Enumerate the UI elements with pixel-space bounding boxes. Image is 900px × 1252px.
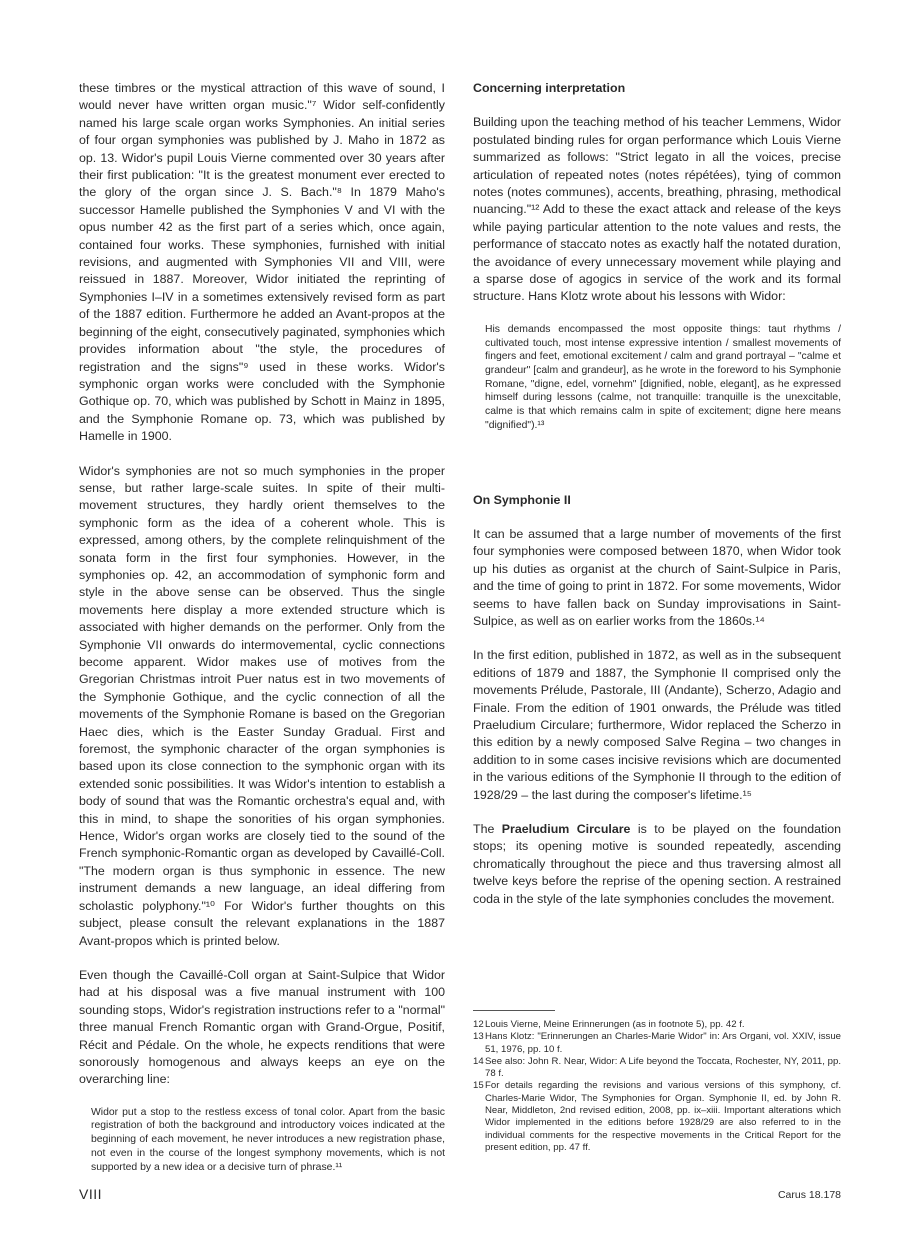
footnote <box>473 1056 841 1081</box>
footnote-text: For details regarding the revisions and various versions of this symphony, cf. Charles-Marie Widor, The Symphonies for Organ. Symphonie II, ed. by John R. Near, Middleton, 2nd revised edition, 2008, pp. ix–xiii. Important alterations which Widor implemented in the editions before 1928/29 are also referred to in the individual comments for the respective movements in the Critical Report for the present edition, pp. 47 ff. <box>485 1080 841 1153</box>
footnote-number: 15 <box>473 1080 484 1092</box>
body-paragraph <box>473 821 841 908</box>
footnote-number: 12 <box>473 1019 484 1030</box>
footnote-text: See also: John R. Near, Widor: A Life beyond the Toccata, Rochester, NY, 2011, pp. 78 f. <box>485 1055 841 1080</box>
footnote-number: 13 <box>473 1031 484 1043</box>
spacer <box>473 450 841 492</box>
footnote <box>473 1080 841 1154</box>
footnote <box>473 1031 841 1056</box>
section-heading: Concerning interpretation <box>473 81 626 95</box>
body-paragraph: Widor's symphonies are not so much symphonies in the proper sense, but rather large-scale suites. In spite of their multi-movement structures, they hardly orient themselves to the symphonic form as the idea of a coherent whole. This is expressed, among others, by the complete relinquishment of the sonata form in the first four symphonies. However, in the symphonies op. 42, an accommodation of symphonic form and style in the above sense can be observed. Thus the single movements here display a more extended structure which is associated with higher demands on the performer. Only from the Symphonie VII onwards do intermovemental, cyclic connections become apparent. Widor makes use of motives from the Gregorian Christmas introit Puer natus est in two movements of the Symphonie Gothique, and the cyclic connection of all the movements of the Symphonie Romane is based on the Gregorian Haec dies, which is the Easter Sunday Gradual. First and foremost, the symphonic character of the organ symphonies is based upon its close connection to the symphonic organ with its extended sonic possibilities. It was Widor's intention to establish a body of sound that was the Romantic orchestra's equal and, with this in mind, to shape the sonorities of his organ symphonies. Hence, Widor's organ works are closely tied to the sound of the French symphonic-Romantic organ as developed by Cavaillé-Coll. "The modern organ is thus symphonic in essence. The new instrument demands a new language, an ideal differing from scholastic polyphony."¹⁰ For Widor's further thoughts on this subject, please consult the relevant explanations in the 1887 Avant-propos which is printed below. <box>79 463 445 948</box>
right-column <box>473 80 841 925</box>
block-quote: Widor put a stop to the restless excess of tonal color. Apart from the basic registration of both the background and introductory voices indicated at the beginning of each movement, he never introduces a new registration phase, not even in the course of the longest symphony movements, which is not supported by a new idea or a decisive turn of phrase.¹¹ <box>91 1106 445 1173</box>
footnote-number: 14 <box>473 1055 484 1067</box>
catalog-number: Carus 18.178 <box>777 1189 841 1201</box>
body-paragraph: these timbres or the mystical attraction of this wave of sound, I would never have written organ music."⁷ Widor self-confidently named his large scale organ works Symphonies. An initial series of four organ symphonies was published by J. Maho in 1872 as op. 13. Widor's pupil Louis Vierne commented over 30 years after their first publication: "It is the greatest monument ever erected to the glory of the organ since J. S. Bach."⁸ In 1879 Maho's successor Hamelle published the Symphonies V and VI with the opus number 42 as the first part of a series which, once again, contained four works. These symphonies, furnished with initial revisions, and augmented with Symphonies VII and VIII, were reissued in 1887. Moreover, Widor initiated the reprinting of Symphonies I–IV in a sometimes extensively revised form as part of the 1887 edition. Furthermore he added an Avant-propos at the beginning of the eight, consecutively paginated, symphonies which provides information about "the style, the procedures of registration and the signs"⁹ used in these works. Widor's symphonic organ works were concluded with the Symphonie Gothique op. 70, which was published by Schott in Mainz in 1895, and the Symphonie Romane op. 73, which was published by Hamelle in 1900. <box>79 81 445 444</box>
page-number: VIII <box>79 1186 103 1202</box>
footnote-text: Louis Vierne, Meine Erinnerungen (as in footnote 5), pp. 42 f. <box>485 1019 745 1030</box>
body-paragraph: Building upon the teaching method of his teacher Lemmens, Widor postulated binding rules for organ performance which Louis Vierne summarized as follows: "Strict legato in all the voices, precise articulation of repeated notes (notes répétées), tying of common notes (notes communes), accents, breathing, phrasing, methodical nuancing."¹² Add to these the exact attack and release of the keys while paying particular attention to the note values and rests, the performance of staccato notes as exactly half the notated duration, the avoidance of every unnecessary movement while playing and a sparse dose of agogics in service of the work and its formal structure. Hans Klotz wrote about his lessons with Widor: <box>473 115 841 304</box>
body-paragraph: Even though the Cavaillé-Coll organ at Saint-Sulpice that Widor had at his disposal was a five manual instrument with 100 sounding stops, Widor's registration instructions refer to a "normal" three manual French Romantic organ with Grand-Orgue, Positif, Récit and Pédale. On the whole, he expects renditions that were sonorously homogenous and always keeps an eye on the overarching line: <box>79 967 445 1087</box>
text-run: The <box>473 822 502 836</box>
bold-term: Praeludium Circulare <box>501 822 631 836</box>
footnote-rule <box>473 1010 555 1011</box>
left-column <box>79 80 445 1191</box>
footnote <box>473 1019 841 1031</box>
footnotes <box>473 1019 841 1154</box>
block-quote: His demands encompassed the most opposite things: taut rhythms / cultivated touch, most intense expressive intention / smallest movements of fingers and feet, emotional excitement / calm and grand portrayal – "calme et grandeur" [calm and grandeur], as he wrote in the foreword to his Symphonie Romane, "digne, edel, vornehm" [dignified, noble, elegant], as he expressed himself during lessons (calme, not tranquille: tranquille is the unexcitable, calme is that which remains calm in spite of excitement; digne here means "dignified").¹³ <box>485 323 841 431</box>
section-heading: On Symphonie II <box>473 492 571 507</box>
text-run: is to be played on the foundation stops; its opening motive is sounded repeatedly, ascending chromatically throughout the piece and thus traversing almost all twelve keys before the reprise of the opening section. A restrained coda in the style of the late symphonies concludes the movement. <box>473 822 841 906</box>
footnote-text: Hans Klotz: "Erinnerungen an Charles-Marie Widor" in: Ars Organi, vol. XXIV, issue 51, 1976, pp. 10 f. <box>485 1031 841 1055</box>
body-paragraph: In the first edition, published in 1872, as well as in the subsequent editions of 1879 and 1887, the Symphonie II comprised only the movements Prélude, Pastorale, III (Andante), Scherzo, Adagio and Finale. From the edition of 1901 onwards, the Prélude was titled Praeludium Circulare; furthermore, Widor replaced the Scherzo in this edition by a newly composed Salve Regina – two changes in addition to in some cases incisive revisions which are documented in the various editions of the Symphonie II through to the edition of 1928/29 – the last during the composer's lifetime.¹⁵ <box>473 648 841 802</box>
body-paragraph: It can be assumed that a large number of movements of the first four symphonies were composed between 1870, when Widor took up his duties as organist at the church of Saint-Sulpice in Paris, and the time of going to print in 1872. For some movements, Widor seems to have fallen back on Sunday improvisations in Saint-Sulpice, as well as on earlier works from the 1860s.¹⁴ <box>473 526 841 628</box>
